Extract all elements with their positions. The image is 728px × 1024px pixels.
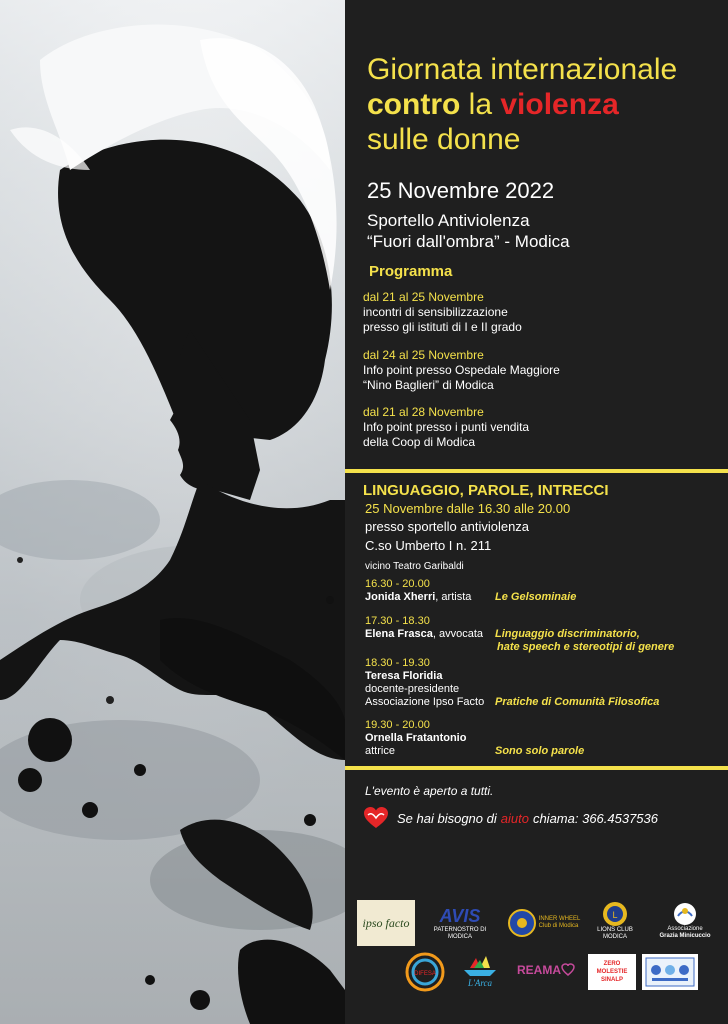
divider-bottom bbox=[345, 766, 728, 770]
title-la: la bbox=[468, 88, 493, 121]
help-aiuto: aiuto bbox=[500, 810, 529, 826]
speaker-name: Ornella Fratantonio bbox=[365, 732, 467, 744]
schedule-time: 18.30 - 19.30 bbox=[365, 657, 430, 669]
talk-title: hate speech e stereotipi di genere bbox=[497, 641, 675, 653]
schedule-item bbox=[365, 615, 715, 653]
linguaggio-place-2: C.so Umberto I n. 211 bbox=[365, 538, 492, 553]
inner-wheel-label: INNER WHEEL bbox=[538, 916, 581, 922]
linguaggio-datetime: 25 Novembre dalle 16.30 alle 20.00 bbox=[365, 501, 571, 516]
inner-wheel-sub: Club di Modica bbox=[538, 923, 579, 929]
talk-title: Sono solo parole bbox=[495, 745, 585, 757]
reama-text: REAMA bbox=[517, 963, 561, 977]
speaker-role: , artista bbox=[435, 591, 472, 603]
zero-molestie-logo bbox=[588, 954, 636, 990]
help-before: Se hai bisogno di bbox=[397, 810, 497, 826]
speaker-role: , avvocata bbox=[432, 628, 484, 640]
title-line-1: Giornata internazionale bbox=[367, 53, 678, 86]
program-line: incontri di sensibilizzazione bbox=[363, 305, 508, 319]
partner-logo bbox=[642, 954, 698, 990]
talk-title: Le Gelsominaie bbox=[495, 591, 577, 603]
linguaggio-heading: LINGUAGGIO, PAROLE, INTRECCI bbox=[363, 482, 609, 499]
avis-logo bbox=[430, 906, 490, 940]
info-panel bbox=[345, 0, 728, 1024]
silhouette-illustration bbox=[0, 0, 345, 1024]
speaker-name: Jonida Xherri bbox=[365, 591, 436, 603]
svg-text:L: L bbox=[612, 910, 618, 920]
avis-logo-text: AVIS bbox=[439, 905, 481, 926]
schedule-time: 19.30 - 20.00 bbox=[365, 719, 430, 731]
schedule-item bbox=[365, 578, 715, 604]
inner-wheel-icon bbox=[508, 909, 536, 937]
schedule-item bbox=[365, 657, 715, 709]
grazia-line-2: Grazia Minicuccio bbox=[659, 933, 711, 939]
larca-text: L'Arca bbox=[467, 978, 493, 988]
difesa-icon bbox=[405, 952, 445, 992]
schedule-item bbox=[365, 719, 715, 758]
ipso-facto-logo bbox=[357, 900, 415, 946]
title-line-3: sulle donne bbox=[367, 123, 521, 156]
larca-icon bbox=[462, 954, 498, 978]
schedule-time: 17.30 - 18.30 bbox=[365, 615, 430, 627]
grazia-line-1: Associazione bbox=[667, 926, 703, 932]
talk-title: Pratiche di Comunità Filosofica bbox=[495, 696, 660, 708]
reama-logo bbox=[515, 952, 577, 988]
lions-club-logo bbox=[585, 898, 645, 944]
reama-heart-icon bbox=[561, 963, 575, 977]
program-dates: dal 24 al 25 Novembre bbox=[363, 348, 484, 362]
programma-heading: Programma bbox=[369, 263, 453, 280]
program-line: Info point presso i punti vendita bbox=[363, 420, 530, 434]
program-dates: dal 21 al 28 Novembre bbox=[363, 405, 484, 419]
poster-title bbox=[367, 52, 717, 157]
linguaggio-place-note: vicino Teatro Garibaldi bbox=[365, 561, 464, 572]
program-item bbox=[363, 290, 703, 335]
divider-top bbox=[345, 469, 728, 473]
title-line-2 bbox=[367, 87, 717, 122]
lions-label: LIONS CLUB MODICA bbox=[597, 927, 633, 940]
speaker-detail: attrice bbox=[365, 745, 395, 757]
speaker-name: Teresa Floridia bbox=[365, 670, 443, 682]
title-contro: contro bbox=[367, 88, 461, 121]
help-line bbox=[363, 806, 658, 830]
program-line: presso gli istituti di I e II grado bbox=[363, 320, 522, 334]
grazia-minicuccio-logo bbox=[650, 898, 720, 944]
open-to-all: L'evento è aperto a tutti. bbox=[365, 784, 494, 798]
difesa-logo bbox=[405, 952, 445, 992]
organizer-line-2: “Fuori dall'ombra” - Modica bbox=[367, 232, 570, 251]
program-line: Info point presso Ospedale Maggiore bbox=[363, 363, 560, 377]
program-dates: dal 21 al 25 Novembre bbox=[363, 290, 484, 304]
lions-icon bbox=[602, 901, 628, 927]
artwork-silhouette bbox=[0, 0, 345, 1024]
avis-logo-sub: PATERNOSTRO DI MODICA bbox=[433, 926, 487, 940]
linguaggio-place-1: presso sportello antiviolenza bbox=[365, 519, 530, 534]
speaker-detail: docente-presidente bbox=[365, 683, 460, 695]
program-item bbox=[363, 405, 703, 450]
inner-wheel-logo bbox=[503, 906, 585, 940]
program-item bbox=[363, 348, 703, 393]
title-violenza: violenza bbox=[500, 88, 619, 121]
talk-title: Linguaggio discriminatorio, bbox=[495, 628, 640, 640]
ipso-facto-logo-text: ipso facto bbox=[362, 915, 410, 930]
heart-icon bbox=[363, 806, 389, 830]
organizer bbox=[367, 210, 570, 252]
program-line: “Nino Baglieri” di Modica bbox=[363, 378, 494, 392]
partner-icon bbox=[644, 956, 696, 988]
help-after: chiama: 366.4537536 bbox=[532, 810, 658, 826]
difesa-text: DIFESA bbox=[414, 971, 436, 977]
program-line: della Coop di Modica bbox=[363, 435, 476, 449]
grazia-icon bbox=[673, 902, 697, 926]
speaker-detail: Associazione Ipso Facto bbox=[365, 696, 485, 708]
zero-molestie-text: ZERO MOLESTIE SINALP bbox=[596, 961, 628, 983]
event-date: 25 Novembre 2022 bbox=[367, 178, 555, 203]
organizer-line-1: Sportello Antiviolenza bbox=[367, 211, 530, 230]
schedule-time: 16.30 - 20.00 bbox=[365, 578, 430, 590]
larca-logo bbox=[458, 950, 502, 992]
speaker-name: Elena Frasca bbox=[365, 628, 433, 640]
